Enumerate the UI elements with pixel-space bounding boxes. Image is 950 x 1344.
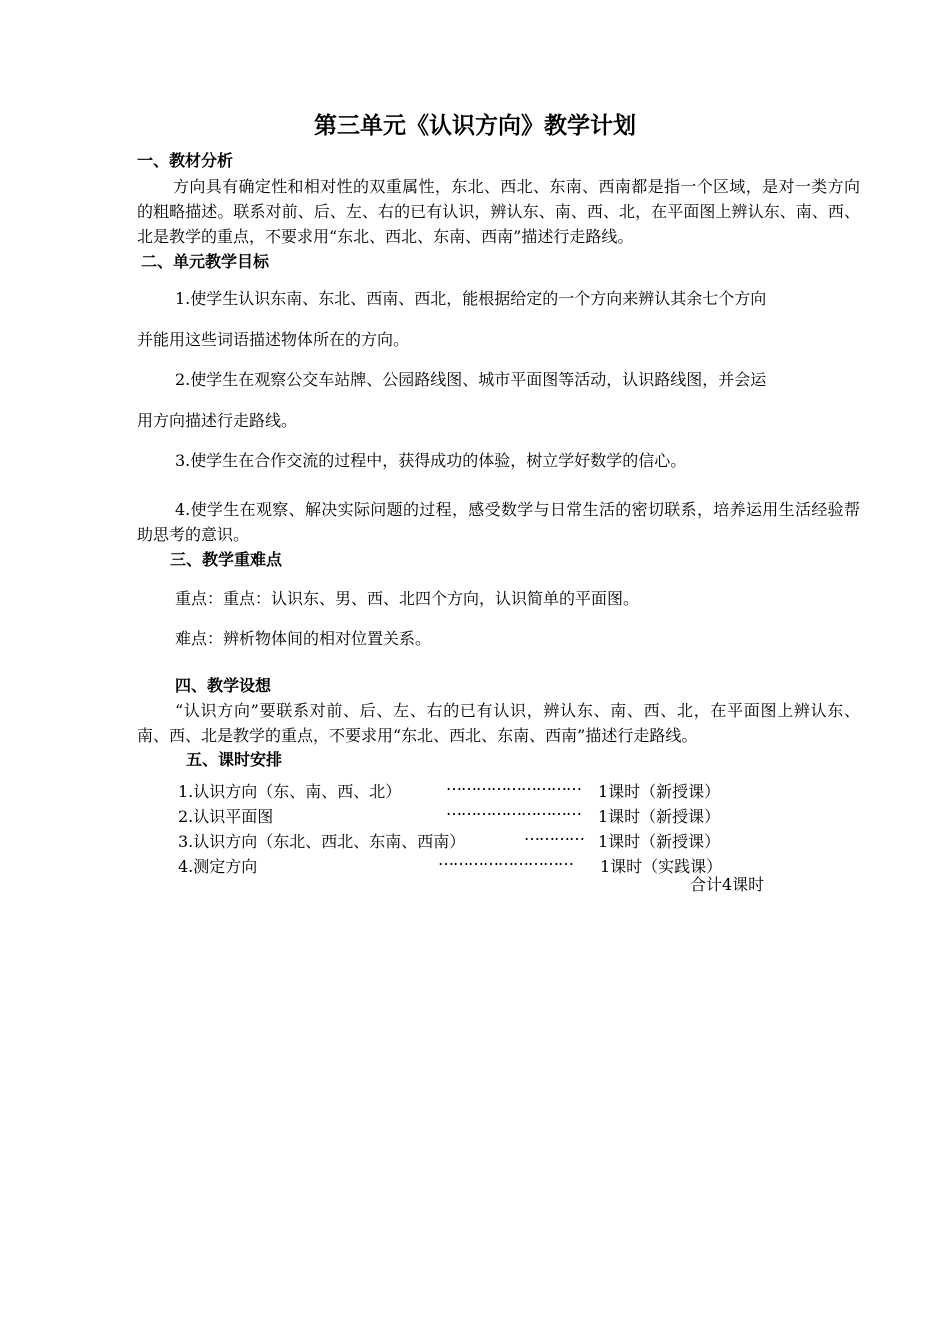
goal-2-line-2: 用方向描述行走路线。 <box>137 411 298 430</box>
lesson-hours: 1课时（新授课） <box>598 782 721 801</box>
lesson-name: 4.测定方向 <box>178 857 258 876</box>
lesson-hours: 1课时（新授课） <box>598 832 721 851</box>
lesson-hours: 1课时（实践课） <box>600 857 723 876</box>
lesson-name: 3.认识方向（东北、西北、东南、西南） <box>178 832 466 851</box>
document-title: 第三单元《认识方向》教学计划 <box>314 113 636 139</box>
goal-4: 4.使学生在观察、解决实际问题的过程，感受数学与日常生活的密切联系，培养运用生活经验帮助思考的意识。 <box>137 500 860 544</box>
section-heading-teaching-idea: 四、教学设想 <box>175 676 272 695</box>
lesson-dots: ……………………… <box>446 800 581 819</box>
goal-1-line-2: 并能用这些词语描述物体所在的方向。 <box>137 330 410 349</box>
goal-1-line-1: 1.使学生认识东南、东北、西南、西北，能根据给定的一个方向来辨认其余七个方向 <box>175 289 767 308</box>
difficult-point: 难点：辨析物体间的相对位置关系。 <box>175 629 432 648</box>
section-heading-unit-goals: 二、单元教学目标 <box>141 252 270 271</box>
lesson-dots: ……………………… <box>438 850 573 869</box>
lesson-dots: ………… <box>524 825 584 844</box>
section-heading-schedule: 五、课时安排 <box>186 750 283 769</box>
lesson-dots: ……………………… <box>446 775 581 794</box>
lesson-name: 1.认识方向（东、南、西、北） <box>178 782 402 801</box>
schedule-total: 合计4课时 <box>690 875 765 894</box>
key-point: 重点：重点：认识东、男、西、北四个方向，认识简单的平面图。 <box>175 589 640 608</box>
goal-2-line-1: 2.使学生在观察公交车站牌、公园路线图、城市平面图等活动，认识路线图，并会运 <box>175 370 767 389</box>
section-heading-material-analysis: 一、教材分析 <box>137 151 234 170</box>
goal-3: 3.使学生在合作交流的过程中，获得成功的体验，树立学好数学的信心。 <box>175 451 687 470</box>
lesson-name: 2.认识平面图 <box>178 807 274 826</box>
section-heading-key-difficult: 三、教学重难点 <box>170 550 283 569</box>
teaching-idea-paragraph: “认识方向”要联系对前、后、左、右的已有认识，辨认东、南、西、北，在平面图上辨认东、南、西、北是教学的重点，不要求用“东北、西北、东南、西南”描述行走路线。 <box>137 701 860 745</box>
material-analysis-paragraph: 方向具有确定性和相对性的双重属性，东北、西北、东南、西南都是指一个区域，是对一类方向的粗略描述。联系对前、后、左、右的已有认识，辨认东、南、西、北，在平面图上辨认东、南、西、北是教学的重点，不要求用“东北、西北、东南、西南”描述行走路线。 <box>137 177 860 246</box>
lesson-row <box>178 847 760 879</box>
lesson-hours: 1课时（新授课） <box>598 807 721 826</box>
